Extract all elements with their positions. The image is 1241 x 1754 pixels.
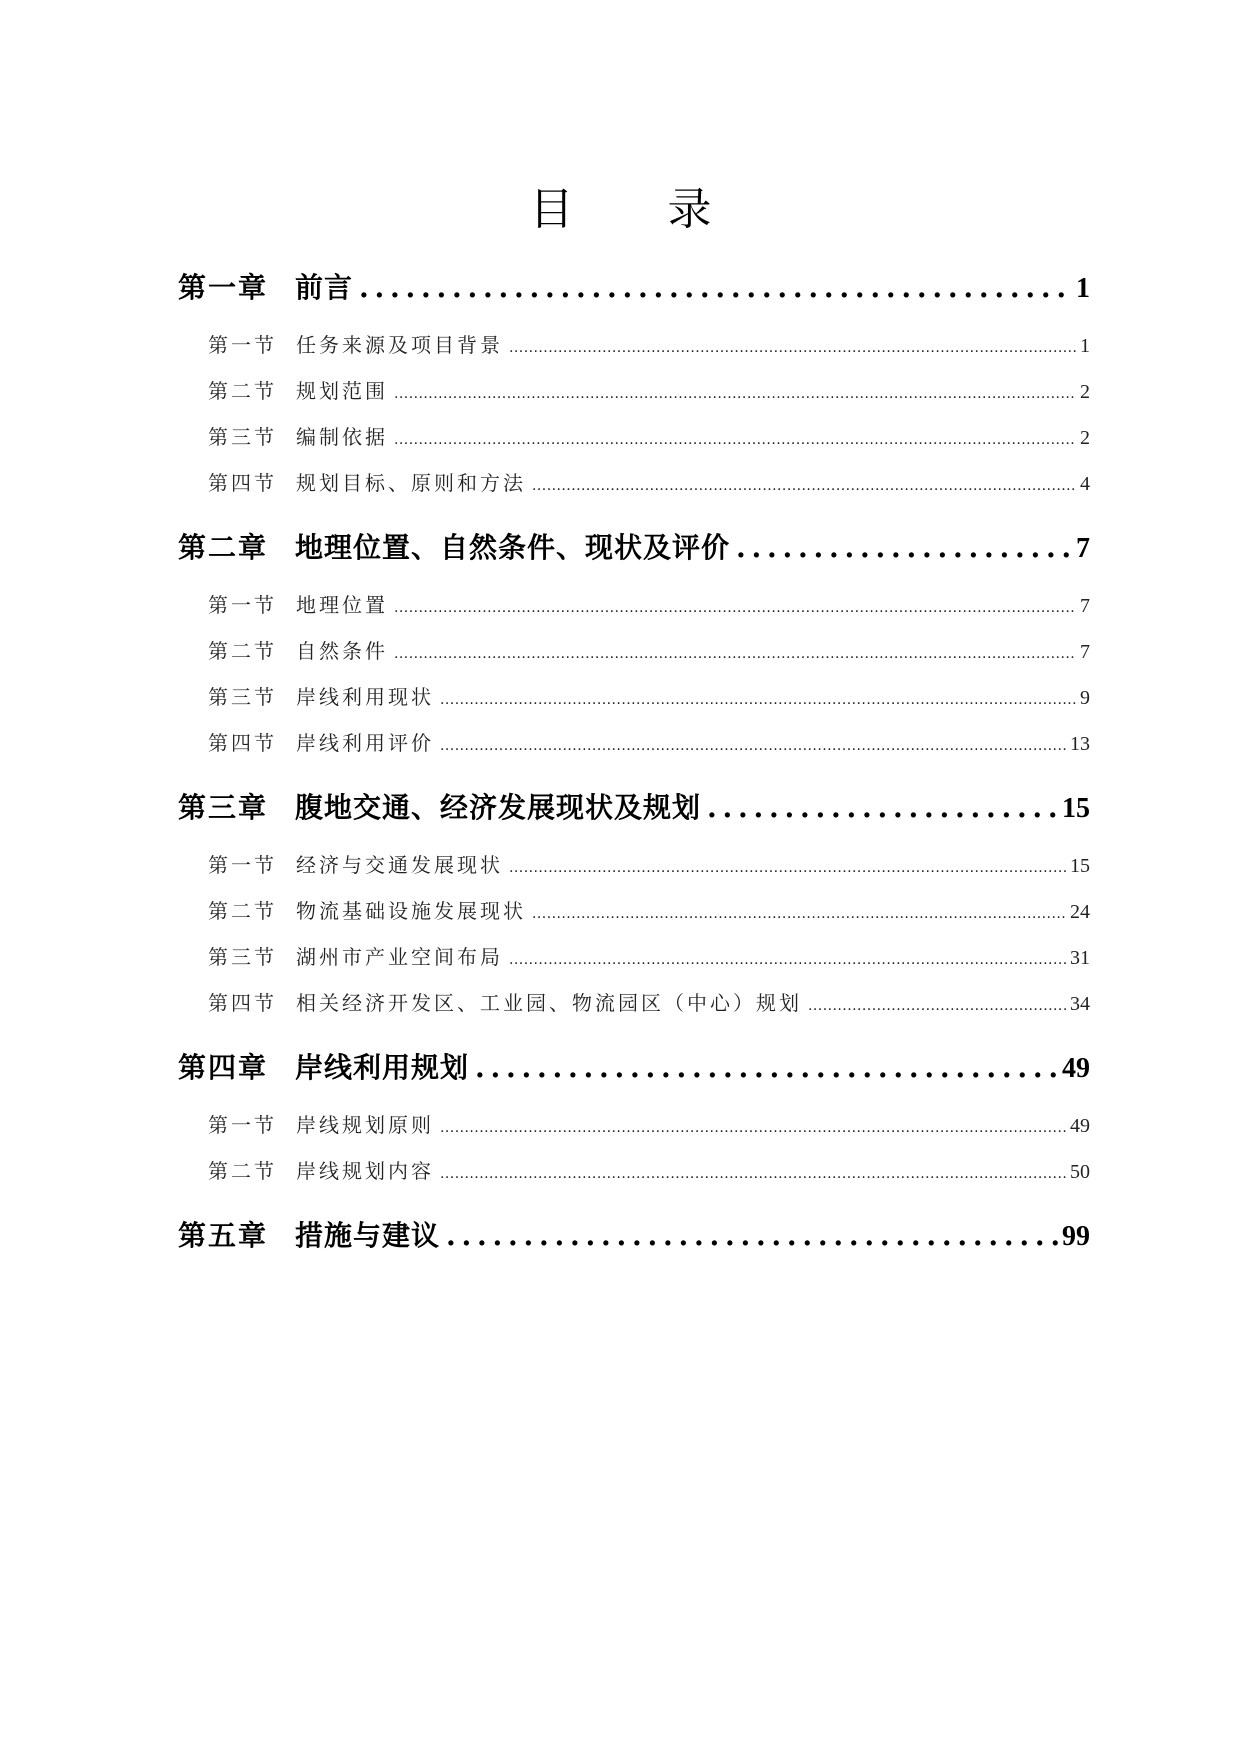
toc-section[interactable]: [178, 636, 1090, 682]
toc-section-title: 规划目标、原则和方法: [296, 471, 526, 495]
toc-section[interactable]: [178, 896, 1090, 942]
toc-section-number: 第二节: [208, 639, 277, 663]
dot-leader: [475, 1048, 1058, 1088]
toc-section-number: 第一节: [208, 333, 277, 357]
toc-page-number: 13: [1070, 733, 1090, 755]
toc-page-number: 7: [1076, 533, 1090, 564]
toc-section[interactable]: [178, 1110, 1090, 1156]
toc-section-number: 第四节: [208, 991, 277, 1015]
toc-page-number: 49: [1070, 1115, 1090, 1137]
toc-page-number: 7: [1080, 595, 1090, 617]
toc-section[interactable]: [178, 942, 1090, 988]
dot-leader: [440, 1113, 1066, 1143]
toc-page-number: 34: [1070, 993, 1090, 1015]
toc-section-title: 物流基础设施发展现状: [296, 899, 526, 923]
toc-section[interactable]: [178, 728, 1090, 774]
toc-section[interactable]: [178, 590, 1090, 636]
toc-section-number: 第二节: [208, 1159, 277, 1183]
dot-leader: [808, 991, 1066, 1021]
dot-leader: [394, 425, 1076, 455]
dot-leader: [736, 528, 1072, 568]
dot-leader: [532, 471, 1076, 501]
toc-chapter-title: 地理位置、自然条件、现状及评价: [295, 531, 731, 564]
toc-section-title: 经济与交通发展现状: [296, 853, 503, 877]
dot-leader: [509, 853, 1066, 883]
toc-page-number: 4: [1080, 473, 1090, 495]
dot-leader: [440, 731, 1066, 761]
toc-page-number: 2: [1080, 381, 1090, 403]
toc-section-title: 地理位置: [296, 593, 388, 617]
toc-section-number: 第一节: [208, 853, 277, 877]
dot-leader: [509, 945, 1066, 975]
toc-section[interactable]: [178, 682, 1090, 728]
toc-section[interactable]: [178, 468, 1090, 514]
toc-chapter-title: 措施与建议: [295, 1219, 441, 1252]
toc-page-number: 1: [1080, 335, 1090, 357]
toc-chapter-title: 岸线利用规划: [295, 1051, 470, 1084]
dot-leader: [446, 1216, 1058, 1256]
toc-section[interactable]: [178, 1156, 1090, 1202]
dot-leader: [532, 899, 1066, 929]
toc-chapter[interactable]: [178, 1048, 1090, 1110]
toc-chapter[interactable]: [178, 788, 1090, 850]
toc-chapter-number: 第五章: [178, 1219, 269, 1252]
toc-page-number: 24: [1070, 901, 1090, 923]
toc-title: 目 录: [529, 184, 752, 235]
toc-section-title: 规划范围: [296, 379, 388, 403]
dot-leader: [394, 379, 1076, 409]
dot-leader: [707, 788, 1058, 828]
table-of-contents: [178, 268, 1090, 1278]
toc-section-number: 第二节: [208, 899, 277, 923]
toc-page-number: 7: [1080, 641, 1090, 663]
toc-page-number: 15: [1070, 855, 1090, 877]
toc-section[interactable]: [178, 850, 1090, 896]
toc-section-number: 第三节: [208, 945, 277, 969]
toc-section-title: 自然条件: [296, 639, 388, 663]
toc-section-number: 第三节: [208, 425, 277, 449]
toc-section[interactable]: [178, 376, 1090, 422]
dot-leader: [394, 593, 1076, 623]
toc-chapter-number: 第二章: [178, 531, 269, 564]
toc-chapter-number: 第三章: [178, 791, 269, 824]
toc-chapter-title: 腹地交通、经济发展现状及规划: [295, 791, 702, 824]
toc-section[interactable]: [178, 422, 1090, 468]
toc-page-number: 2: [1080, 427, 1090, 449]
toc-chapter-number: 第一章: [178, 271, 269, 304]
toc-section[interactable]: [178, 988, 1090, 1034]
dot-leader: [440, 685, 1076, 715]
toc-chapter-number: 第四章: [178, 1051, 269, 1084]
toc-section-number: 第一节: [208, 1113, 277, 1137]
toc-page-number: 1: [1076, 273, 1090, 304]
toc-section[interactable]: [178, 330, 1090, 376]
toc-page-number: 15: [1062, 793, 1090, 824]
dot-leader: [509, 333, 1076, 363]
toc-section-title: 岸线利用评价: [296, 731, 434, 755]
dot-leader: [359, 268, 1072, 308]
dot-leader: [440, 1159, 1066, 1189]
toc-section-title: 岸线利用现状: [296, 685, 434, 709]
toc-section-title: 岸线规划原则: [296, 1113, 434, 1137]
toc-section-number: 第一节: [208, 593, 277, 617]
toc-page-number: 31: [1070, 947, 1090, 969]
toc-page-number: 49: [1062, 1053, 1090, 1084]
toc-section-title: 相关经济开发区、工业园、物流园区（中心）规划: [296, 991, 802, 1015]
toc-chapter[interactable]: [178, 528, 1090, 590]
toc-section-number: 第四节: [208, 731, 277, 755]
toc-page-number: 50: [1070, 1161, 1090, 1183]
toc-section-title: 编制依据: [296, 425, 388, 449]
toc-section-title: 任务来源及项目背景: [296, 333, 503, 357]
toc-section-number: 第四节: [208, 471, 277, 495]
toc-chapter-title: 前言: [295, 271, 354, 304]
toc-page-number: 9: [1080, 687, 1090, 709]
toc-section-number: 第三节: [208, 685, 277, 709]
toc-section-title: 岸线规划内容: [296, 1159, 434, 1183]
toc-page-number: 99: [1062, 1221, 1090, 1252]
dot-leader: [394, 639, 1076, 669]
toc-chapter[interactable]: [178, 268, 1090, 330]
toc-section-number: 第二节: [208, 379, 277, 403]
toc-chapter[interactable]: [178, 1216, 1090, 1278]
toc-section-title: 湖州市产业空间布局: [296, 945, 503, 969]
